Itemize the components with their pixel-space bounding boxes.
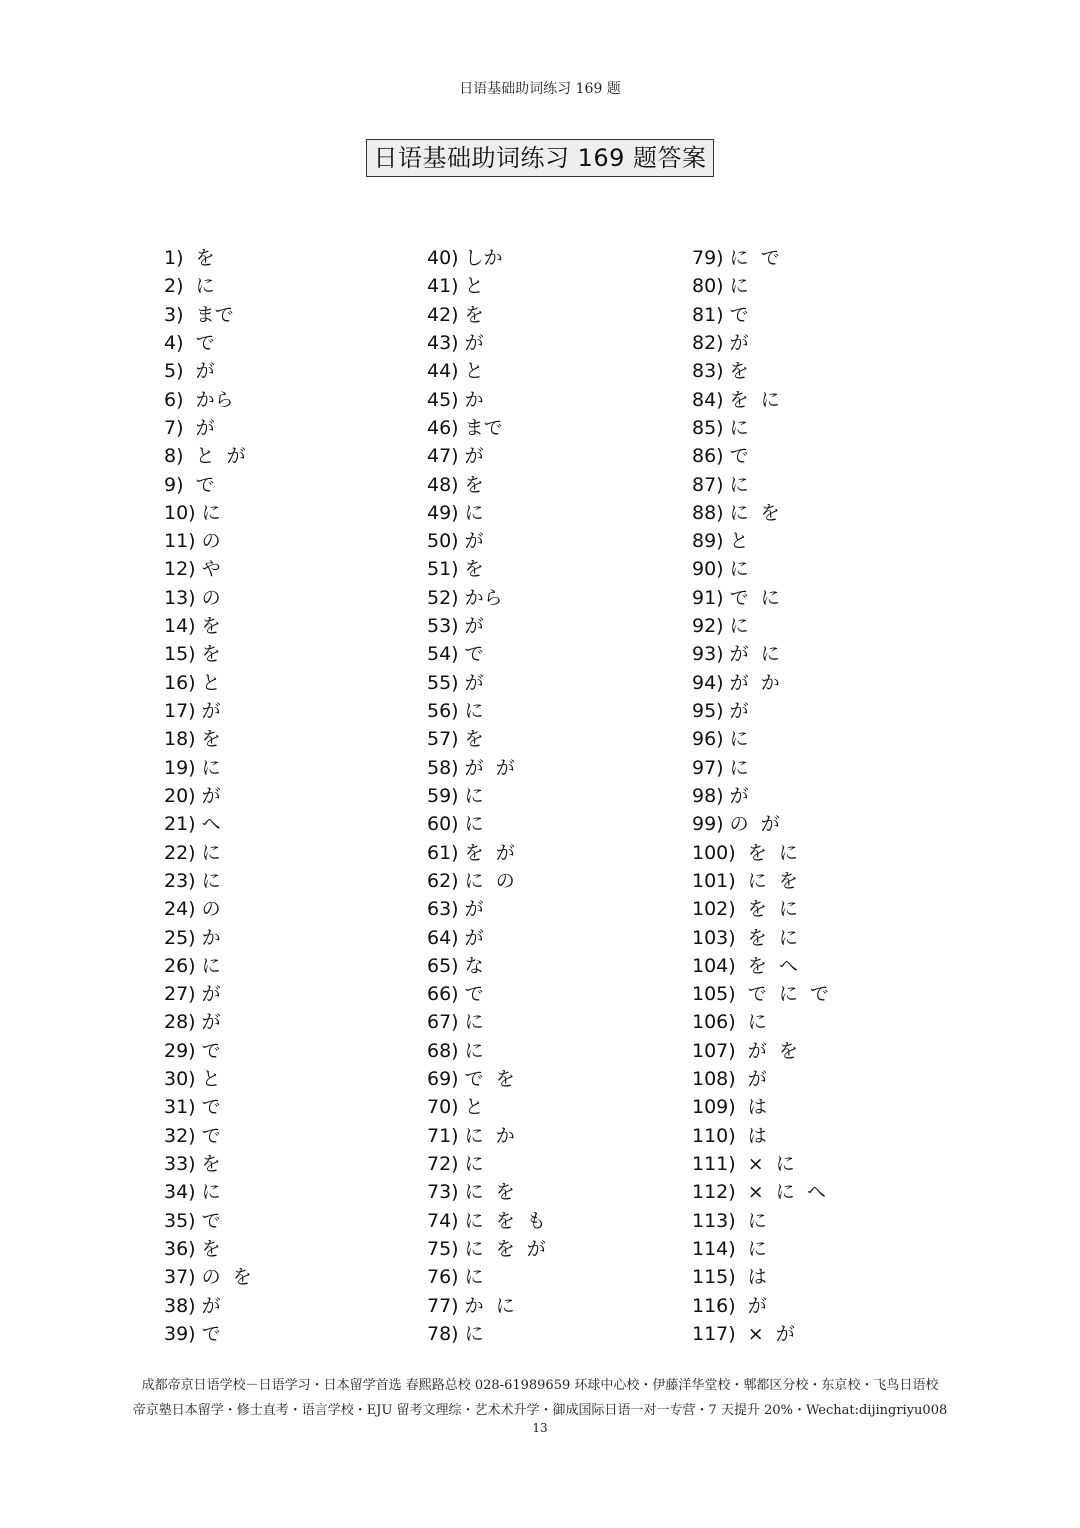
answer-item: 109) は <box>692 1096 767 1119</box>
answer-item: 92) に <box>692 615 749 638</box>
answer-item: 12) や <box>164 558 221 581</box>
answer-item: 111) × に <box>692 1153 795 1175</box>
answer-item: 35) で <box>164 1209 221 1232</box>
answer-item: 116) が <box>692 1294 767 1317</box>
answer-item: 18) を <box>164 728 221 751</box>
answer-item: 40) しか <box>427 247 503 269</box>
answer-item: 98) が <box>692 784 749 807</box>
answer-item: 112) × に へ <box>692 1181 826 1204</box>
answer-item: 23) に <box>164 869 221 892</box>
answer-item: 57) を <box>427 728 484 751</box>
answer-item: 45) か <box>427 388 484 411</box>
answer-item: 38) が <box>164 1294 221 1317</box>
answer-item: 82) が <box>692 331 749 354</box>
answer-item: 50) が <box>427 530 484 553</box>
answer-item: 54) で <box>427 643 484 666</box>
answer-item: 1) を <box>164 247 215 269</box>
answer-item: 63) が <box>427 898 484 921</box>
answer-item: 43) が <box>427 331 484 354</box>
answer-item: 30) と <box>164 1068 221 1091</box>
answer-item: 39) で <box>164 1322 221 1345</box>
answer-item: 25) か <box>164 926 221 949</box>
answer-item: 28) が <box>164 1011 221 1034</box>
page-header: 日语基础助词练习 169 题 <box>459 81 621 97</box>
answer-item: 103) を に <box>692 926 798 949</box>
answer-item: 65) な <box>427 954 484 977</box>
answer-item: 6) から <box>164 388 234 411</box>
answer-item: 32) で <box>164 1124 221 1147</box>
answer-column-2 <box>427 244 546 1348</box>
answer-item: 78) に <box>427 1322 484 1345</box>
answer-item: 117) × が <box>692 1322 795 1345</box>
answer-item: 72) に <box>427 1153 484 1175</box>
answer-item: 99) の が <box>692 813 780 836</box>
answer-item: 19) に <box>164 756 221 779</box>
answer-item: 114) に <box>692 1237 767 1260</box>
answer-item: 91) で に <box>692 586 780 609</box>
answer-item: 33) を <box>164 1153 221 1175</box>
answer-item: 51) を <box>427 558 484 581</box>
answer-item: 113) に <box>692 1209 767 1232</box>
answer-item: 5) が <box>164 360 215 383</box>
answer-item: 60) に <box>427 813 484 836</box>
answer-item: 8) と が <box>164 445 246 468</box>
answer-item: 55) が <box>427 671 484 694</box>
answer-item: 13) の <box>164 586 221 609</box>
footer-line-1: 成都帝京日语学校－日语学习・日本留学首选 春熙路总校 028-61989659 环球中心校・伊藤洋华堂校・郫都区分校・东京校・飞鸟日语校 <box>141 1378 939 1393</box>
answer-item: 76) に <box>427 1266 484 1289</box>
answer-item: 20) が <box>164 784 221 807</box>
page-number: 13 <box>532 1421 548 1435</box>
answer-item: 2) に <box>164 275 215 298</box>
answer-item: 34) に <box>164 1181 221 1204</box>
answer-item: 110) は <box>692 1124 767 1147</box>
answer-item: 71) に か <box>427 1124 515 1147</box>
answer-column-3 <box>692 244 829 1348</box>
answer-item: 94) が か <box>692 671 780 694</box>
answer-item: 101) に を <box>692 869 798 892</box>
answer-item: 59) に <box>427 784 484 807</box>
answer-item: 7) が <box>164 416 215 439</box>
answer-item: 69) で を <box>427 1068 515 1091</box>
answer-item: 44) と <box>427 360 484 383</box>
answer-item: 67) に <box>427 1011 484 1034</box>
answer-item: 115) は <box>692 1266 767 1289</box>
answer-item: 31) で <box>164 1096 221 1119</box>
answer-item: 102) を に <box>692 898 798 921</box>
answer-item: 4) で <box>164 331 215 354</box>
answer-item: 100) を に <box>692 841 798 864</box>
answer-item: 36) を <box>164 1237 221 1260</box>
answer-item: 10) に <box>164 501 221 524</box>
answer-item: 70) と <box>427 1096 484 1119</box>
answer-item: 84) を に <box>692 388 780 411</box>
answer-item: 61) を が <box>427 841 515 864</box>
answer-item: 48) を <box>427 473 484 496</box>
answer-item: 66) で <box>427 983 484 1006</box>
answer-item: 29) で <box>164 1039 221 1062</box>
answer-item: 11) の <box>164 530 221 553</box>
answer-item: 75) に を が <box>427 1237 546 1260</box>
answer-item: 89) と <box>692 530 749 553</box>
footer-line-2: 帝京塾日本留学・修士直考・语言学校・EJU 留考文理综・艺术术升学・御成国际日语一对一专营・7 天提升 20%・Wechat:dijingriyu008 <box>132 1403 948 1418</box>
answer-item: 16) と <box>164 671 221 694</box>
answer-item: 62) に の <box>427 869 515 892</box>
answer-item: 41) と <box>427 275 484 298</box>
answer-item: 3) まで <box>164 303 234 326</box>
answer-item: 26) に <box>164 954 221 977</box>
answer-item: 81) で <box>692 303 749 326</box>
answer-item: 88) に を <box>692 501 780 524</box>
answer-item: 46) まで <box>427 416 503 439</box>
answer-item: 97) に <box>692 756 749 779</box>
answer-item: 56) に <box>427 700 484 722</box>
answer-item: 17) が <box>164 700 221 722</box>
answer-item: 14) を <box>164 615 221 638</box>
answer-item: 85) に <box>692 416 749 439</box>
answer-item: 105) で に で <box>692 983 829 1006</box>
answer-item: 106) に <box>692 1011 767 1034</box>
answer-item: 68) に <box>427 1039 484 1062</box>
answer-item: 42) を <box>427 303 484 326</box>
answer-item: 95) が <box>692 700 749 722</box>
answer-item: 9) で <box>164 473 215 496</box>
answer-item: 83) を <box>692 360 749 383</box>
answer-item: 108) が <box>692 1068 767 1091</box>
answer-item: 53) が <box>427 615 484 638</box>
answer-item: 73) に を <box>427 1181 515 1204</box>
answer-item: 21) へ <box>164 813 221 836</box>
answer-item: 58) が が <box>427 756 515 779</box>
answer-item: 74) に を も <box>427 1209 546 1232</box>
answer-item: 87) に <box>692 473 749 496</box>
answer-item: 47) が <box>427 445 484 468</box>
answer-item: 79) に で <box>692 247 780 269</box>
answer-item: 80) に <box>692 275 749 298</box>
page-title: 日语基础助词练习 169 题答案 <box>366 139 713 177</box>
answer-item: 22) に <box>164 841 221 864</box>
answer-item: 77) か に <box>427 1294 515 1317</box>
answer-item: 49) に <box>427 501 484 524</box>
answer-item: 27) が <box>164 983 221 1006</box>
answer-item: 96) に <box>692 728 749 751</box>
answer-item: 90) に <box>692 558 749 581</box>
answer-item: 93) が に <box>692 643 780 666</box>
title-container <box>0 139 1080 177</box>
answer-item: 104) を へ <box>692 954 798 977</box>
answer-item: 52) から <box>427 586 503 609</box>
answer-item: 15) を <box>164 643 221 666</box>
answer-item: 86) で <box>692 445 749 468</box>
answer-item: 107) が を <box>692 1039 798 1062</box>
answer-item: 37) の を <box>164 1266 252 1289</box>
answer-item: 24) の <box>164 898 221 921</box>
answer-item: 64) が <box>427 926 484 949</box>
answer-column-1 <box>164 244 252 1348</box>
